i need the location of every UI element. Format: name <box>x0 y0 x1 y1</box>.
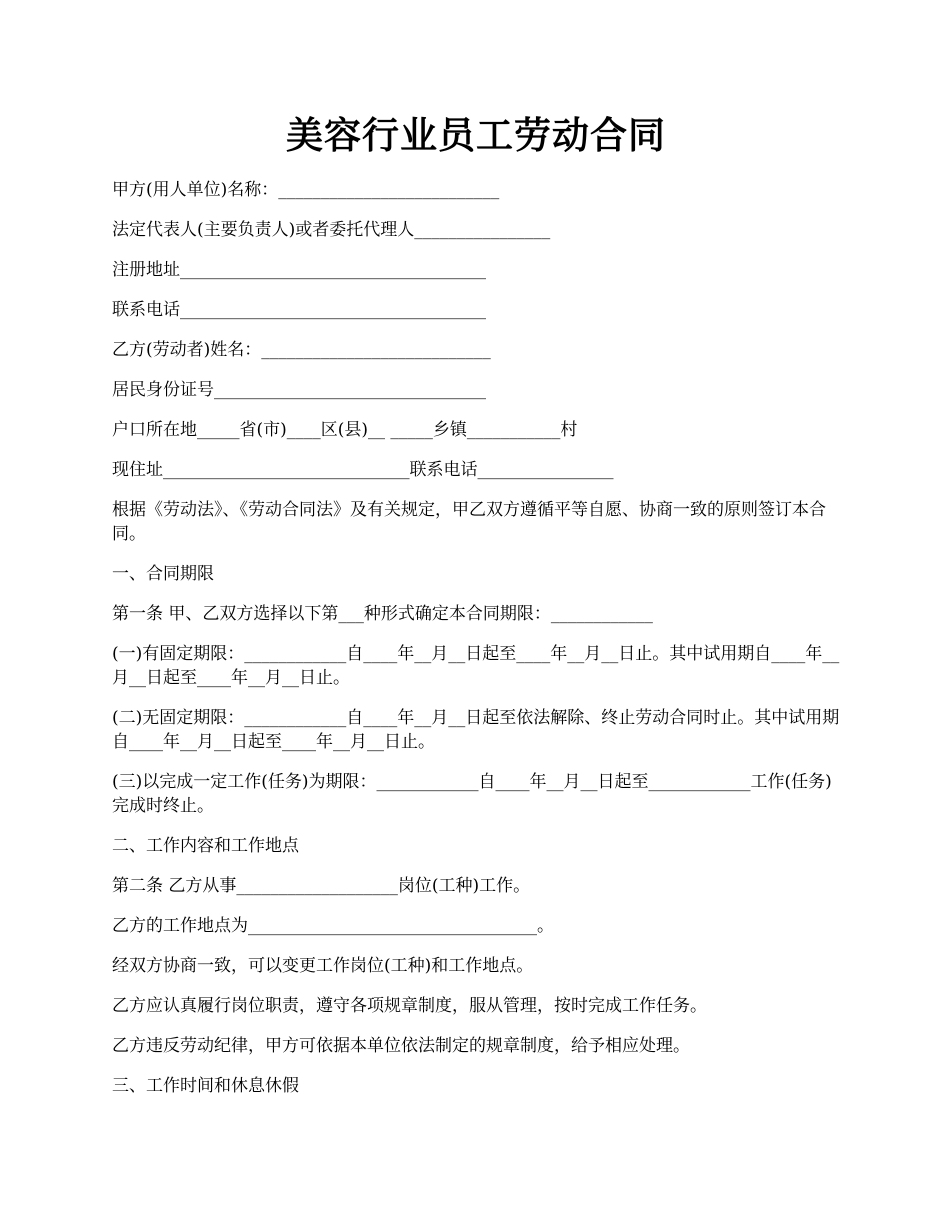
change-by-agreement: 经双方协商一致，可以变更工作岗位(工种)和工作地点。 <box>112 956 534 976</box>
article-2: 第二条 乙方从事___________________岗位(工种)工作。 <box>112 876 531 896</box>
party-a-phone: 联系电话____________________________________ <box>112 300 486 320</box>
document-title: 美容行业员工劳动合同 <box>286 113 666 157</box>
section-heading-hours: 三、工作时间和休息休假 <box>112 1076 299 1096</box>
registered-address: 注册地址____________________________________ <box>112 260 486 280</box>
id-number: 居民身份证号________________________________ <box>112 380 486 400</box>
section-heading-work: 二、工作内容和工作地点 <box>112 836 299 856</box>
party-b-name: 乙方(劳动者)姓名：___________________________ <box>112 340 491 360</box>
legal-representative: 法定代表人(主要负责人)或者委托代理人________________ <box>112 220 551 240</box>
current-address-phone: 现住址_____________________________联系电话________________ <box>112 460 614 480</box>
party-a-name: 甲方(用人单位)名称：__________________________ <box>112 180 500 200</box>
duty-clause: 乙方应认真履行岗位职责，遵守各项规章制度，服从管理，按时完成工作任务。 <box>112 996 707 1016</box>
fixed-term-clause: (一)有固定期限：____________自____年__月__日起至____年__月__日止。其中试用期自____年__月__日起至____年__月__日止。 <box>112 644 840 688</box>
household-registration: 户口所在地_____省(市)____区(县)__ _____乡镇___________村 <box>112 420 578 440</box>
work-location: 乙方的工作地点为__________________________________。 <box>112 916 554 936</box>
open-term-clause: (二)无固定期限：____________自____年__月__日起至依法解除、终止劳动合同时止。其中试用期自____年__月__日起至____年__月__日止。 <box>112 708 840 752</box>
document-body <box>112 178 840 1114</box>
section-heading-term: 一、合同期限 <box>112 564 214 584</box>
discipline-clause: 乙方违反劳动纪律，甲方可依据本单位依法制定的规章制度，给予相应处理。 <box>112 1036 690 1056</box>
preamble: 根据《劳动法》、《劳动合同法》及有关规定，甲乙双方遵循平等自愿、协商一致的原则签订本合同。 <box>112 500 826 544</box>
article-1: 第一条 甲、乙双方选择以下第___种形式确定本合同期限：____________ <box>112 604 653 624</box>
task-term-clause: (三)以完成一定工作(任务)为期限：____________自____年__月__日起至____________工作(任务)完成时终止。 <box>112 772 832 816</box>
